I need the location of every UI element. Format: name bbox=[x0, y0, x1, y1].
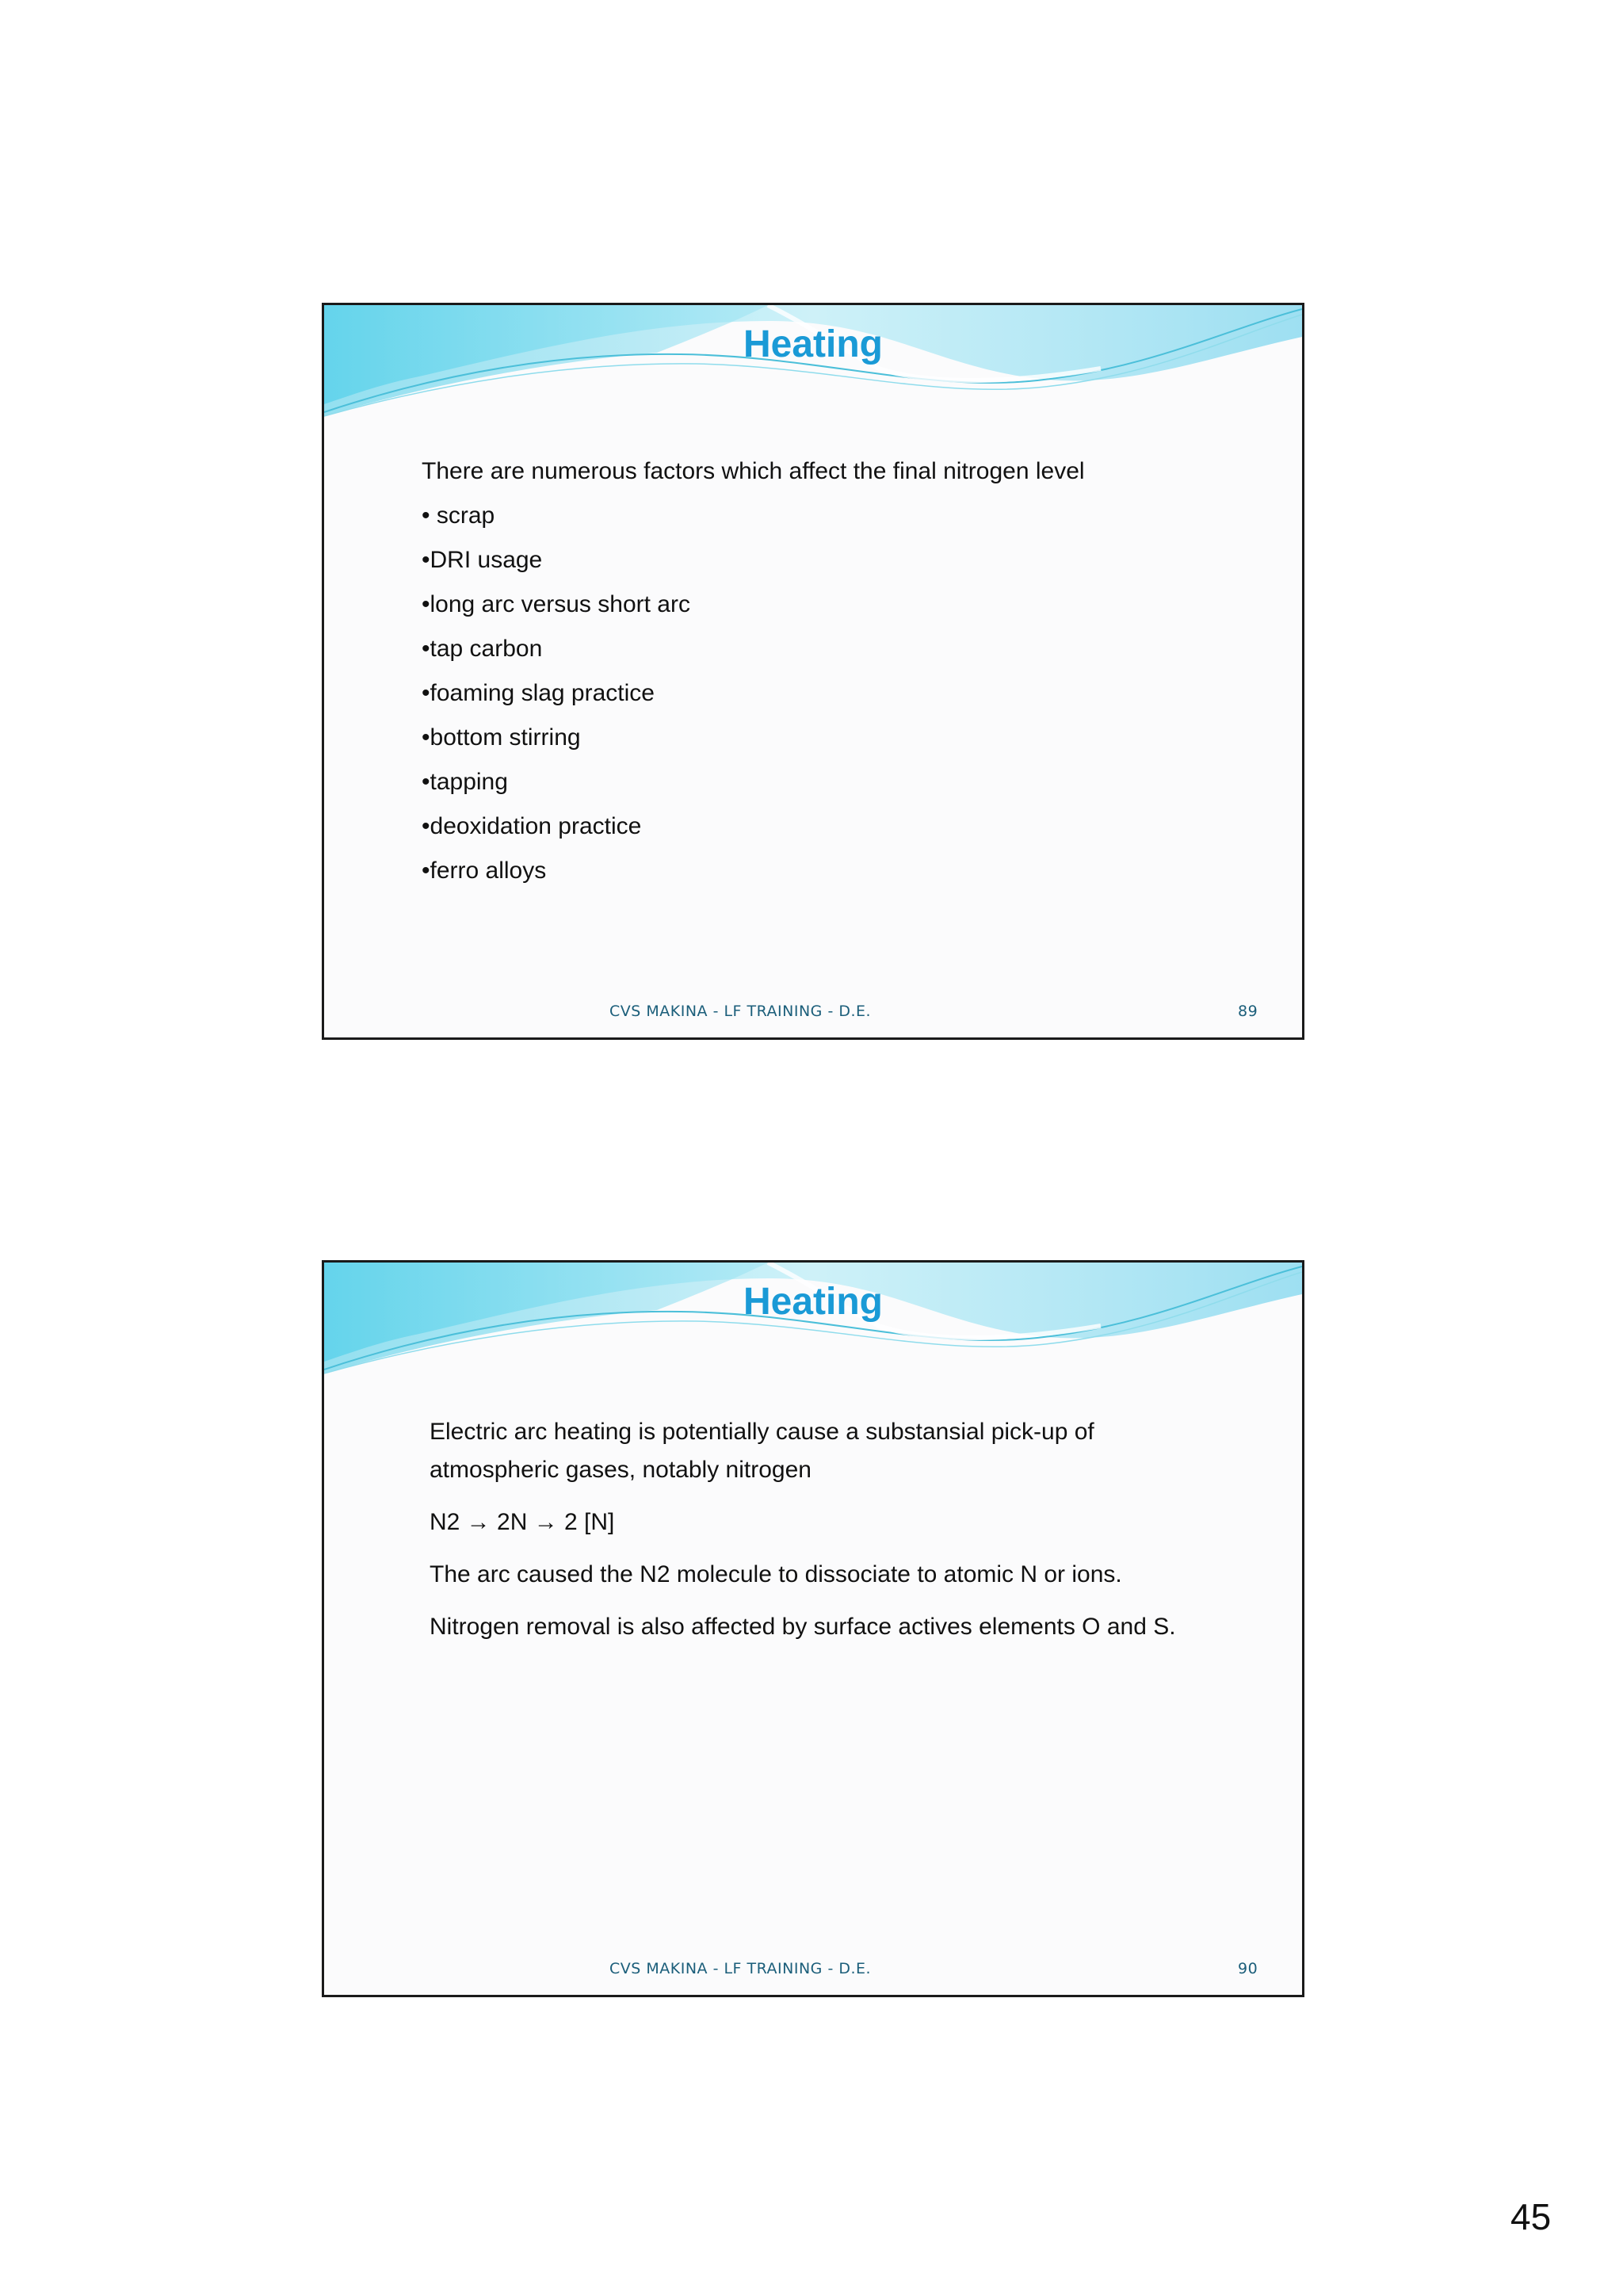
bullet-item: •long arc versus short arc bbox=[422, 591, 690, 617]
slide-body bbox=[422, 449, 1085, 893]
slide-title: Heating bbox=[743, 1281, 883, 1323]
bullet-item: •ferro alloys bbox=[422, 858, 547, 884]
bullet-item: •tapping bbox=[422, 769, 508, 795]
slide-90 bbox=[322, 1260, 1304, 1997]
slide-number: 89 bbox=[1238, 1003, 1258, 1020]
intro-line: There are numerous factors which affect the final nitrogen level bbox=[422, 458, 1085, 484]
page-number: 45 bbox=[1510, 2196, 1552, 2237]
bullet-item: •bottom stirring bbox=[422, 724, 581, 751]
bullet-item: •DRI usage bbox=[422, 547, 543, 573]
paragraph: The arc caused the N2 molecule to dissociate to atomic N or ions. bbox=[430, 1561, 1122, 1587]
footer-text: CVS MAKINA - LF TRAINING - D.E. bbox=[609, 1960, 872, 1977]
bullet-item: •foaming slag practice bbox=[422, 680, 655, 706]
bullet-item: • scrap bbox=[422, 502, 495, 529]
slide-body bbox=[430, 1413, 1190, 1660]
bullet-item: •tap carbon bbox=[422, 636, 543, 662]
footer-text: CVS MAKINA - LF TRAINING - D.E. bbox=[609, 1003, 872, 1020]
slide-number: 90 bbox=[1238, 1960, 1258, 1977]
slide-title: Heating bbox=[743, 323, 883, 365]
equation: N2 → 2N → 2 [N] bbox=[430, 1509, 615, 1535]
paragraph: Nitrogen removal is also affected by surface actives elements O and S. bbox=[430, 1614, 1176, 1640]
slide-89 bbox=[322, 303, 1304, 1040]
bullet-item: •deoxidation practice bbox=[422, 813, 642, 839]
paragraph: Electric arc heating is potentially cause a substansial pick-up of atmospheric gases, notably nitrogen bbox=[430, 1419, 1094, 1483]
